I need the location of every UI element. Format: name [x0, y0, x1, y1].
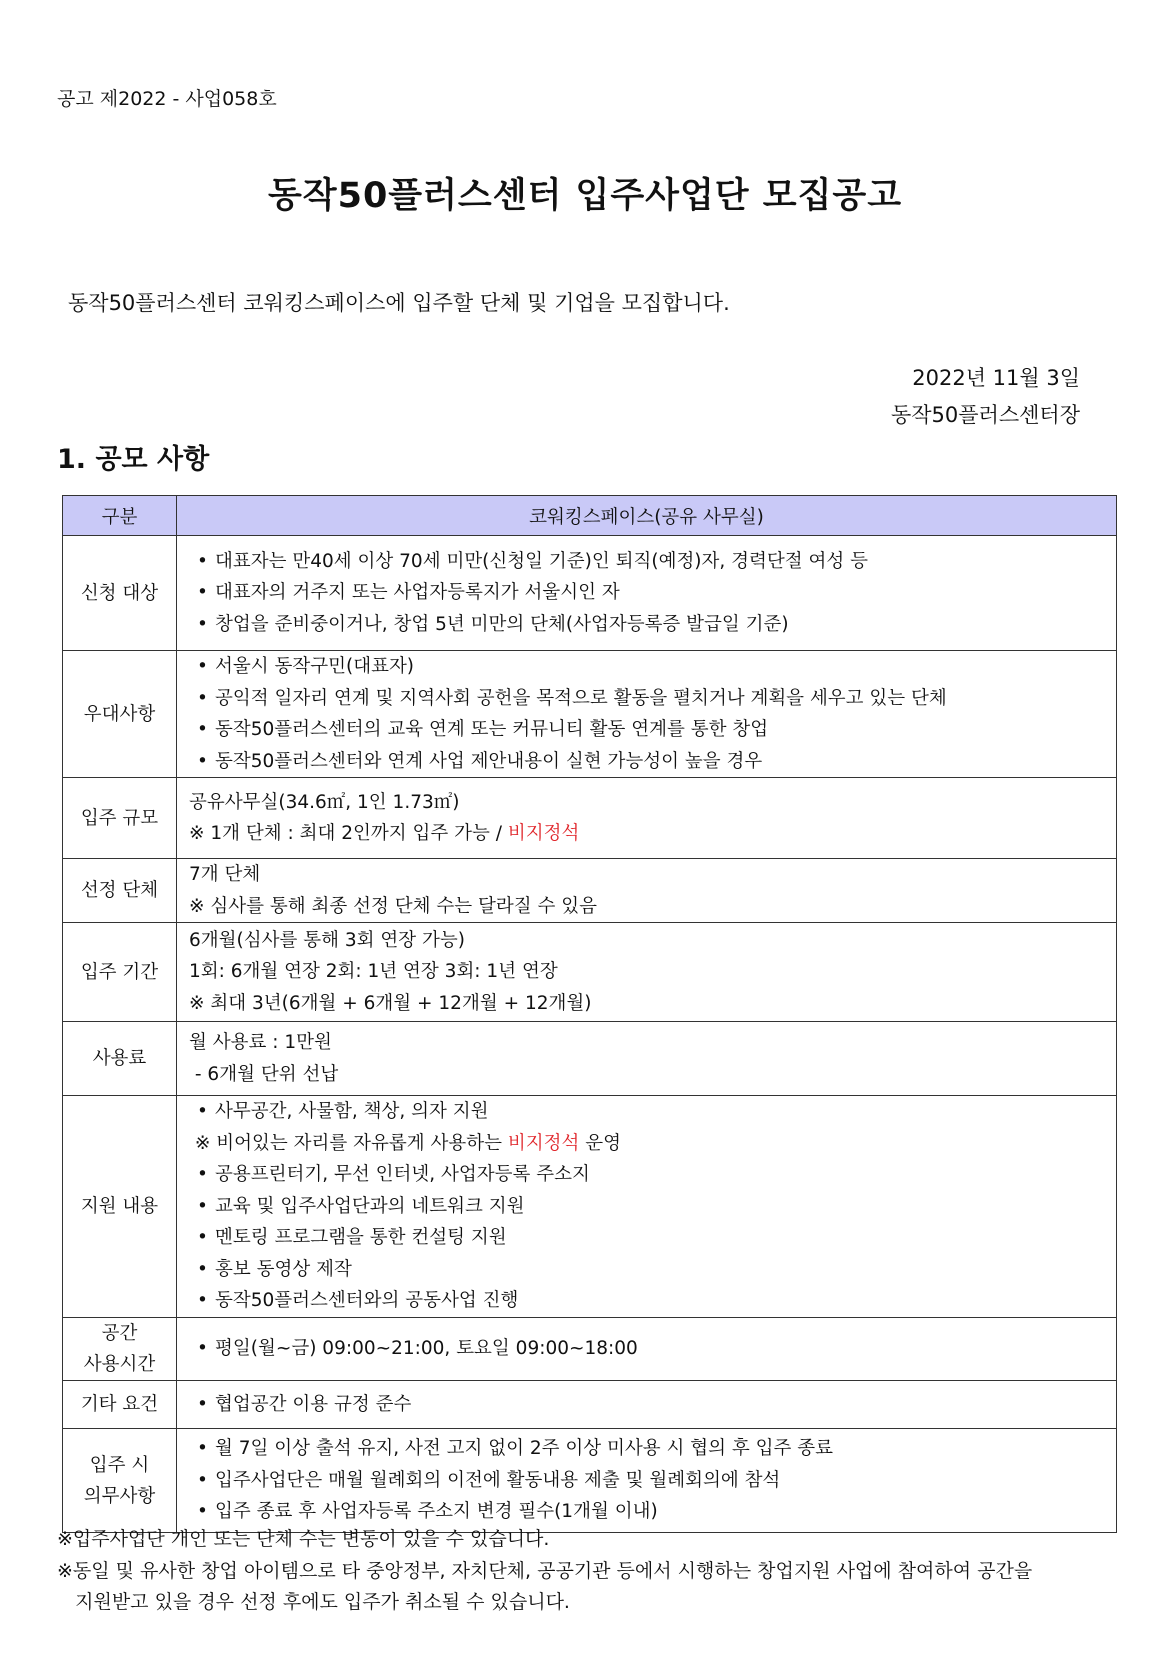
- table-row: [63, 1429, 1117, 1533]
- bullet-icon: •: [197, 656, 208, 677]
- content-line: [189, 714, 1116, 746]
- row-label-text: 사용료: [92, 1048, 147, 1069]
- row-label-text: 사용시간: [83, 1354, 156, 1375]
- bullet-icon: •: [197, 582, 208, 604]
- row-label-text: 우대사항: [83, 703, 156, 725]
- content-line: [189, 956, 1116, 988]
- line-text: ※ 심사를 통해 최종 선정 단체 수는 달라질 수 있음: [189, 895, 597, 917]
- line-text: 홍보 동영상 제작: [215, 1258, 352, 1280]
- line-text: 1회: 6개월 연장 2회: 1년 연장 3회: 1년 연장: [189, 961, 558, 983]
- table-row: [63, 651, 1117, 778]
- row-content: [177, 1381, 1117, 1429]
- table-body: [63, 536, 1117, 1533]
- content-line: [189, 787, 1116, 819]
- bullet-icon: •: [197, 1227, 208, 1249]
- page-title: 동작50플러스센터 입주사업단 모집공고: [267, 176, 903, 216]
- table-row: [63, 536, 1117, 651]
- row-label: [63, 923, 177, 1022]
- line-text: 공용프린터기, 무선 인터넷, 사업자등록 주소지: [215, 1164, 590, 1186]
- row-label-text: 기타 요건: [80, 1394, 159, 1415]
- content-line: [189, 1333, 1116, 1365]
- bullet-icon: •: [197, 1258, 208, 1280]
- bullet-icon: •: [197, 1501, 208, 1523]
- row-content: [177, 859, 1117, 923]
- table-row: [63, 859, 1117, 923]
- line-text: 월 7일 이상 출석 유지, 사전 고지 없이 2주 이상 미사용 시 협의 후 입주 종료: [215, 1438, 834, 1460]
- content-line: [189, 651, 1116, 683]
- line-text: 동작50플러스센터와의 공동사업 진행: [215, 1290, 519, 1312]
- line-text: 월 사용료 : 1만원: [189, 1032, 332, 1053]
- row-content: [177, 1318, 1117, 1381]
- content-line: [189, 1433, 1116, 1465]
- content-line: [189, 1096, 1116, 1128]
- footnote: 지원받고 있을 경우 선정 후에도 입주가 취소될 수 있습니다.: [57, 1591, 570, 1613]
- content-line: [189, 1027, 1116, 1059]
- footnote: ※동일 및 유사한 창업 아이템으로 타 중앙정부, 자치단체, 공공기관 등에서 시행하는 창업지원 사업에 참여하여 공간을: [57, 1560, 1033, 1582]
- content-line: [189, 988, 1116, 1020]
- line-text: 7개 단체: [189, 864, 261, 885]
- row-label: [63, 778, 177, 859]
- line-text: 동작50플러스센터의 교육 연계 또는 커뮤니티 활동 연계를 통한 창업: [215, 719, 769, 740]
- content-line: [189, 1222, 1116, 1254]
- row-label-text: 공간: [101, 1323, 138, 1344]
- recruitment-table: [62, 495, 1117, 1533]
- line-text: 공익적 일자리 연계 및 지역사회 공헌을 목적으로 활동을 펼치거나 계획을 세우고 있는 단체: [215, 687, 947, 709]
- line-text: 평일(월~금) 09:00~21:00, 토요일 09:00~18:00: [215, 1338, 638, 1360]
- bullet-icon: •: [197, 719, 208, 740]
- notice-number: 공고 제2022 - 사업058호: [57, 88, 277, 110]
- content-line: [189, 1254, 1116, 1286]
- line-text: 교육 및 입주사업단과의 네트워크 지원: [215, 1195, 525, 1217]
- header-coworking: 코워킹스페이스(공유 사무실): [177, 496, 1117, 536]
- row-content: [177, 536, 1117, 651]
- line-text: 6개월(심사를 통해 3회 연장 가능): [189, 929, 465, 951]
- bullet-icon: •: [197, 750, 208, 772]
- bullet-icon: •: [197, 550, 208, 572]
- row-label: [63, 1318, 177, 1381]
- line-text: 입주 종료 후 사업자등록 주소지 변경 필수(1개월 이내): [215, 1501, 658, 1523]
- row-content: [177, 1096, 1117, 1318]
- row-content: [177, 923, 1117, 1022]
- bullet-icon: •: [197, 1101, 208, 1123]
- table-row: [63, 1381, 1117, 1429]
- highlight-text: 비지정석: [507, 1132, 580, 1154]
- content-line: [189, 577, 1116, 609]
- header-category: 구분: [63, 496, 177, 536]
- line-text: 협업공간 이용 규정 준수: [215, 1393, 412, 1415]
- content-line: [189, 1285, 1116, 1317]
- row-label-text: 입주 규모: [80, 807, 159, 829]
- content-line: [189, 746, 1116, 778]
- table-row: [63, 1318, 1117, 1381]
- announcement-date: 2022년 11월 3일: [912, 366, 1080, 390]
- bullet-icon: •: [197, 1290, 208, 1312]
- row-label: [63, 1096, 177, 1318]
- row-label: [63, 651, 177, 778]
- row-content: [177, 651, 1117, 778]
- row-label-text: 선정 단체: [80, 880, 159, 901]
- row-label-text: 신청 대상: [80, 582, 159, 604]
- content-line: [189, 1059, 1116, 1091]
- line-text: 입주사업단은 매월 월례회의 이전에 활동내용 제출 및 월례회의에 참석: [215, 1469, 781, 1491]
- line-text: ※ 최대 3년(6개월 + 6개월 + 12개월 + 12개월): [189, 992, 592, 1014]
- row-label-text: 입주 기간: [80, 961, 159, 983]
- bullet-icon: •: [197, 613, 208, 635]
- content-line: [189, 859, 1116, 891]
- content-line: [189, 683, 1116, 715]
- row-label: [63, 1022, 177, 1096]
- bullet-icon: •: [197, 1338, 208, 1360]
- bullet-icon: •: [197, 1469, 208, 1491]
- line-text: 대표자의 거주지 또는 사업자등록지가 서울시인 자: [215, 582, 620, 604]
- content-line: [189, 925, 1116, 957]
- bullet-icon: •: [197, 1438, 208, 1460]
- bullet-icon: •: [197, 1195, 208, 1217]
- content-line: [189, 609, 1116, 641]
- footnote: ※입주사업단 개인 또는 단체 수는 변동이 있을 수 있습니다.: [57, 1528, 550, 1550]
- line-text: ※ 1개 단체 : 최대 2인까지 입주 가능 /: [189, 823, 508, 844]
- row-label-text: 의무사항: [83, 1485, 156, 1507]
- content-line: [189, 1465, 1116, 1497]
- line-text: ※ 비어있는 자리를 자유롭게 사용하는: [189, 1132, 508, 1154]
- line-text: 사무공간, 사물함, 책상, 의자 지원: [215, 1101, 489, 1123]
- row-label-text: 지원 내용: [80, 1196, 159, 1217]
- line-text: - 6개월 단위 선납: [189, 1063, 339, 1085]
- row-label: [63, 859, 177, 923]
- content-line: [189, 818, 1116, 850]
- row-content: [177, 778, 1117, 859]
- line-text: 서울시 동작구민(대표자): [215, 656, 415, 677]
- content-line: [189, 1191, 1116, 1223]
- table-row: [63, 1096, 1117, 1318]
- section-heading: 1. 공모 사항: [57, 444, 210, 475]
- signer: 동작50플러스센터장: [890, 403, 1080, 427]
- line-text: 창업을 준비중이거나, 창업 5년 미만의 단체(사업자등록증 발급일 기준): [215, 613, 789, 635]
- bullet-icon: •: [197, 1164, 208, 1186]
- table-header-row: [63, 496, 1117, 536]
- line-text: 동작50플러스센터와 연계 사업 제안내용이 실현 가능성이 높을 경우: [215, 750, 763, 772]
- row-label-text: 입주 시: [89, 1454, 150, 1476]
- table-row: [63, 778, 1117, 859]
- bullet-icon: •: [197, 687, 208, 709]
- table-row: [63, 923, 1117, 1022]
- line-text: 대표자는 만40세 이상 70세 미만(신청일 기준)인 퇴직(예정)자, 경력단절 여성 등: [215, 550, 869, 572]
- content-line: [189, 546, 1116, 578]
- content-line: [189, 1128, 1116, 1160]
- content-line: [189, 1389, 1116, 1421]
- content-line: [189, 891, 1116, 923]
- row-label: [63, 1429, 177, 1533]
- content-line: [189, 1159, 1116, 1191]
- table-row: [63, 1022, 1117, 1096]
- row-label: [63, 1381, 177, 1429]
- intro-text: 동작50플러스센터 코워킹스페이스에 입주할 단체 및 기업을 모집합니다.: [68, 291, 730, 315]
- bullet-icon: •: [197, 1393, 208, 1415]
- row-content: [177, 1429, 1117, 1533]
- line-text: 운영: [579, 1132, 621, 1154]
- row-content: [177, 1022, 1117, 1096]
- line-text: 멘토링 프로그램을 통한 컨설팅 지원: [215, 1227, 507, 1249]
- line-text: 공유사무실(34.6㎡, 1인 1.73㎡): [189, 791, 460, 813]
- highlight-text: 비지정석: [507, 823, 580, 844]
- row-label: [63, 536, 177, 651]
